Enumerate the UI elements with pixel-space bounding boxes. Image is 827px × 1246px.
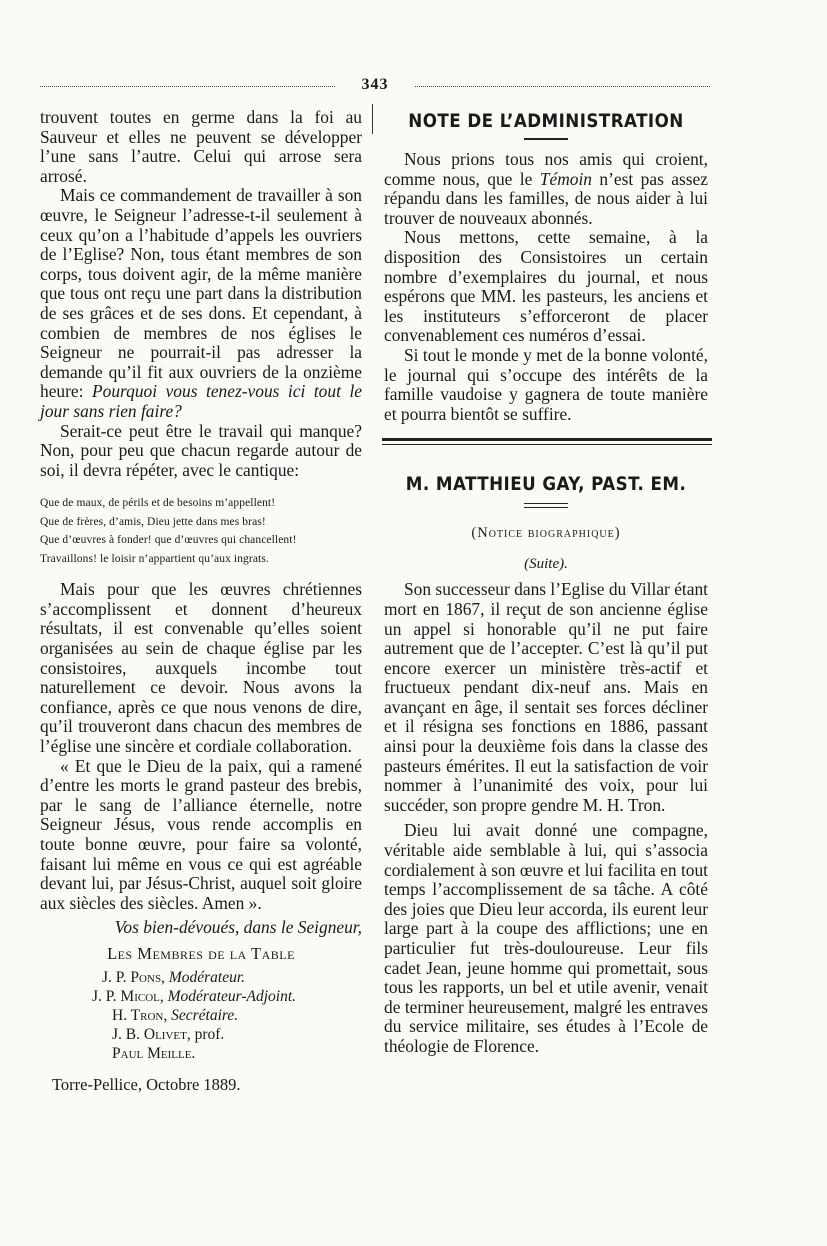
- hymn-line: Que de maux, de périls et de besoins m’appellent!: [40, 497, 276, 510]
- member-name: Paul Meille.: [112, 1044, 196, 1062]
- dateline: Torre-Pellice, Octobre 1889.: [52, 1075, 241, 1095]
- section-heading-administration: NOTE DE L’ADMINISTRATION: [408, 110, 684, 132]
- note-paragraph-1: [384, 150, 708, 228]
- right-column: [384, 108, 708, 1057]
- left-paragraph-2-quote: Pourquoi vous tenez-vous ici tout le jour sans rien faire?: [40, 381, 362, 421]
- bio-paragraph-2: Dieu lui avait donné une compagne, véritable aide semblable à lui, qui s’associa cordialement à son œuvre et lui facilita en tout temps l’accomplissement de sa tâche. A côté des joies que Dieu leur accorda, ils eurent leur large part à la coupe des afflictions; une en particulier fut très-douloureuse. Leur fils cadet Jean, jeune homme qui promettait, sous tous les rapports, un bel et utile avenir, venait de terminer heureusement, malgré les entraves du service militaire, ses études à l’Ecole de théologie de Florence.: [384, 820, 708, 1056]
- member-line: [40, 988, 362, 1007]
- left-paragraph-2-text: Mais ce commandement de travailler à son œuvre, le Seigneur l’adresse-t-il seulement à ceux qu’on a l’habitude d’appels les ouvriers de l’Eglise? Non, tous étant membres de son corps, tous doivent agir, de la même manière que tous ont reçu une part dans la distribution de ses grâces et de ses dons. Et cependant, à combien de membres de nos églises le Seigneur ne pourrait-il pas adresser la demande qu’il fit aux ouvriers de la onzième heure:: [40, 185, 362, 402]
- signoff: Vos bien-dévoués, dans le Seigneur,: [114, 917, 362, 938]
- members-title: Les Membres de la Table: [107, 944, 295, 964]
- section-heading-gay: M. MATTHIEU GAY, PAST. EM.: [405, 473, 687, 496]
- hymn-line: Travaillons! le loisir n’appartient qu’aux ingrats.: [40, 552, 269, 565]
- heading-rule: [524, 503, 568, 508]
- subheading: (Notice biographique): [471, 525, 621, 542]
- note-paragraph-2: Nous mettons, cette semaine, à la disposition des Consistoires un certain nombre d’exemplaires du journal, et nous espérons que MM. les pasteurs, les anciens et les instituteurs s’efforceront de placer convenablement ces numéros d’essai.: [384, 227, 708, 346]
- header-rule-left: [40, 86, 335, 87]
- member-role: Secrétaire.: [171, 1006, 239, 1024]
- member-name: H. Tron,: [112, 1006, 168, 1024]
- member-role: Modérateur.: [168, 969, 246, 987]
- member-line: [40, 1007, 362, 1026]
- left-paragraph-3: Serait-ce peut être le travail qui manque? Non, pour peu que chacun regarde autour de soi, il devra répéter, avec le cantique:: [40, 420, 362, 480]
- member-role: Modérateur-Adjoint.: [167, 988, 297, 1006]
- bio-paragraph-1: Son successeur dans l’Eglise du Villar étant mort en 1867, il reçut de son ancienne église un appel si honorable qu’il ne put faire autrement que de l’accepter. C’est là qu’il put encore exercer un ministère très-actif et fructueux pendant dix-neuf ans. Mais en avançant en âge, il sentait ses forces décliner et il résigna ses fonctions en 1886, passant ainsi pour la deuxième fois dans la classe des pasteurs émérites. Il eut la satisfaction de voir nommer à l’unanimité des voix, pour lui succéder, son propre gendre M. H. Tron.: [384, 579, 708, 815]
- hymn-line: Que de frères, d’amis, Dieu jette dans mes bras!: [40, 515, 266, 528]
- page-header: [40, 76, 710, 96]
- note-paragraph-1-a: Nous prions tous nos amis qui croient, comme nous, que le: [384, 149, 708, 189]
- member-line: [40, 1026, 362, 1045]
- header-rule-right: [415, 86, 710, 87]
- member-name: J. B. Olivet,: [112, 1025, 191, 1043]
- hymn-quote: [40, 494, 362, 568]
- left-paragraph-5: « Et que le Dieu de la paix, qui a ramené d’entre les morts le grand pasteur des brebis, par le sang de l’alliance éternelle, notre Seigneur Jésus, vous rende accomplis en toute bonne œuvre, pour faire sa volonté, faisant lui même en vous ce qui est agréable devant lui, par Jésus-Christ, auquel soit gloire aux siècles des siècles. Amen ».: [40, 755, 362, 913]
- member-line: [40, 969, 362, 988]
- section-separator: [382, 438, 712, 445]
- left-paragraph-1: trouvent toutes en germe dans la foi au Sauveur et elles ne peuvent se développer l’une sans l’autre. Celui qui arrose sera arrosé.: [40, 107, 362, 186]
- left-column: [40, 108, 362, 1095]
- note-paragraph-3: Si tout le monde y met de la bonne volonté, le journal qui s’occupe des intérêts de la famille vaudoise y gagnera de toute manière et pourra bientôt se suffire.: [384, 344, 708, 424]
- heading-rule: [524, 138, 568, 140]
- left-paragraph-4: Mais pour que les œuvres chrétiennes s’accomplissent et donnent d’heureux résultats, il est convenable qu’elles soient organisées au sein de chaque église par les consistoires, auxquels incombe tout naturellement ce devoir. Nous avons la confiance, après ce que nous venons de dire, qu’il trouveront dans chacun des membres de l’église une sincère et cordiale collaboration.: [40, 579, 362, 757]
- member-name: J. P. Pons,: [102, 969, 165, 987]
- member-name: J. P. Micol,: [92, 988, 164, 1006]
- journal-title: Témoin: [539, 168, 592, 189]
- left-paragraph-2: [40, 186, 362, 421]
- column-divider: [372, 104, 373, 134]
- page-number: 343: [361, 76, 389, 93]
- continuation-label: (Suite).: [524, 556, 568, 573]
- hymn-line: Que d’œuvres à fonder! que d’œuvres qui chancellent!: [40, 534, 297, 547]
- note-paragraph-1-b: n’est pas assez répandu dans les familles, de nous aider à lui trouver de nouveaux abonnés.: [384, 168, 708, 228]
- member-role: prof.: [194, 1025, 225, 1043]
- member-line: [40, 1045, 362, 1064]
